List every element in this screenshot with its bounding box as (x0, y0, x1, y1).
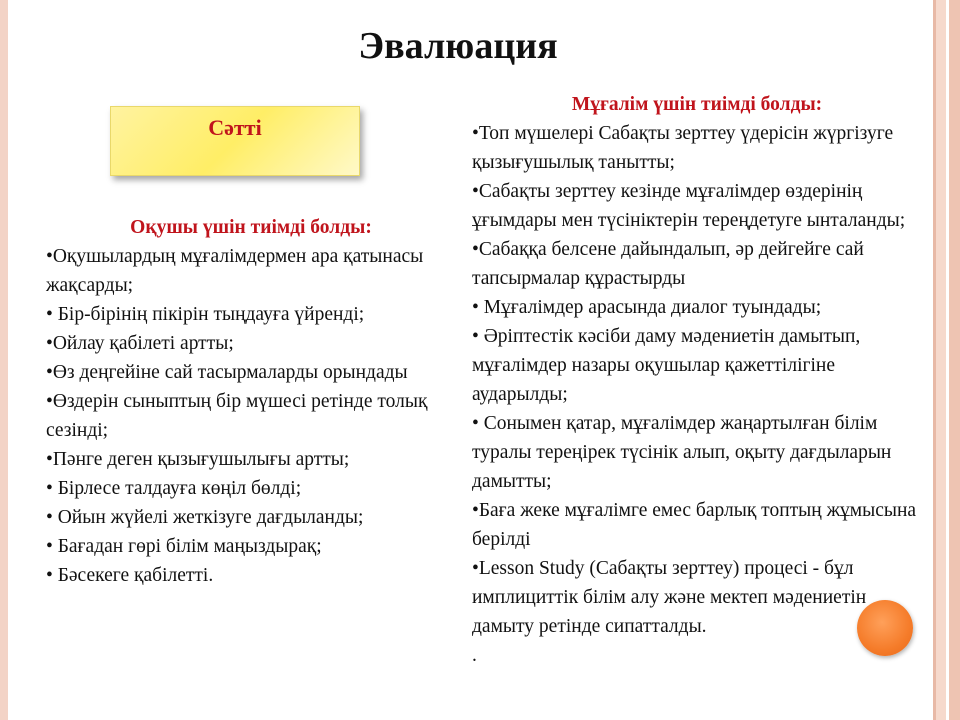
status-box (110, 106, 360, 176)
list-item: • Мұғалімдер арасында диалог туындады; (472, 297, 822, 318)
list-item: •Топ мүшелері Сабақты зерттеу үдерісін жүргізуге қызығушылық танытты; (472, 123, 894, 173)
student-benefits-heading: Оқушы үшін тиімді болды: (130, 217, 372, 238)
list-item: •Lesson Study (Сабақты зерттеу) процесі - бұл имплициттік білім алу және мектеп мәдениетін дамыту ретінде сипатталды. (472, 558, 867, 637)
list-item: •Пәнге деген қызығушылығы артты; (46, 449, 350, 470)
list-item: •Сабаққа белсене дайындалып, әр дейгейге сай тапсырмалар құрастырды (472, 239, 864, 289)
list-item: • Ойын жүйелі жеткізуге дағдыланды; (46, 507, 364, 528)
list-item: • Әріптестік кәсіби даму мәдениетін дамытып, мұғалімдер назары оқушылар қажеттілігіне аударылды; (472, 326, 861, 405)
list-item: • Сонымен қатар, мұғалімдер жаңартылған білім туралы тереңірек түсінік алып, оқыту дағдыларын дамытты; (472, 413, 892, 492)
list-item: •Сабақты зерттеу кезінде мұғалімдер өздерінің ұғымдары мен түсініктерін тереңдетуге ынталанды; (472, 181, 906, 231)
list-item: • Бәсекеге қабілетті. (46, 565, 214, 586)
teacher-benefits-heading: Мұғалім үшін тиімді болды: (571, 94, 823, 115)
slide-left-border (0, 0, 8, 720)
list-item: •Өз деңгейіне сай тасырмаларды орындады (46, 362, 408, 383)
list-item: •Баға жеке мұғалімге емес барлық топтың жұмысына берілді (472, 500, 917, 550)
list-item: • Бір-бірінің пікірін тыңдауға үйренді; (46, 304, 365, 325)
list-item: • Бағадан гөрі білім маңыздырақ; (46, 536, 322, 557)
slide-title: Эвалюация (358, 25, 558, 67)
list-item: •Ойлау қабілеті артты; (46, 333, 234, 354)
status-label: Сәтті (208, 115, 262, 140)
list-item: • Бірлесе талдауға көңіл бөлді; (46, 478, 302, 499)
list-item: •Оқушылардың мұғалімдермен ара қатынасы жақсарды; (46, 246, 424, 296)
list-item: . (472, 645, 477, 666)
list-item: •Өздерін сыныптың бір мүшесі ретінде толық сезінді; (46, 391, 428, 441)
decorative-circle (857, 600, 913, 656)
slide-right-border (930, 0, 960, 720)
student-benefits-column (46, 213, 456, 590)
teacher-benefits-column (472, 90, 922, 670)
